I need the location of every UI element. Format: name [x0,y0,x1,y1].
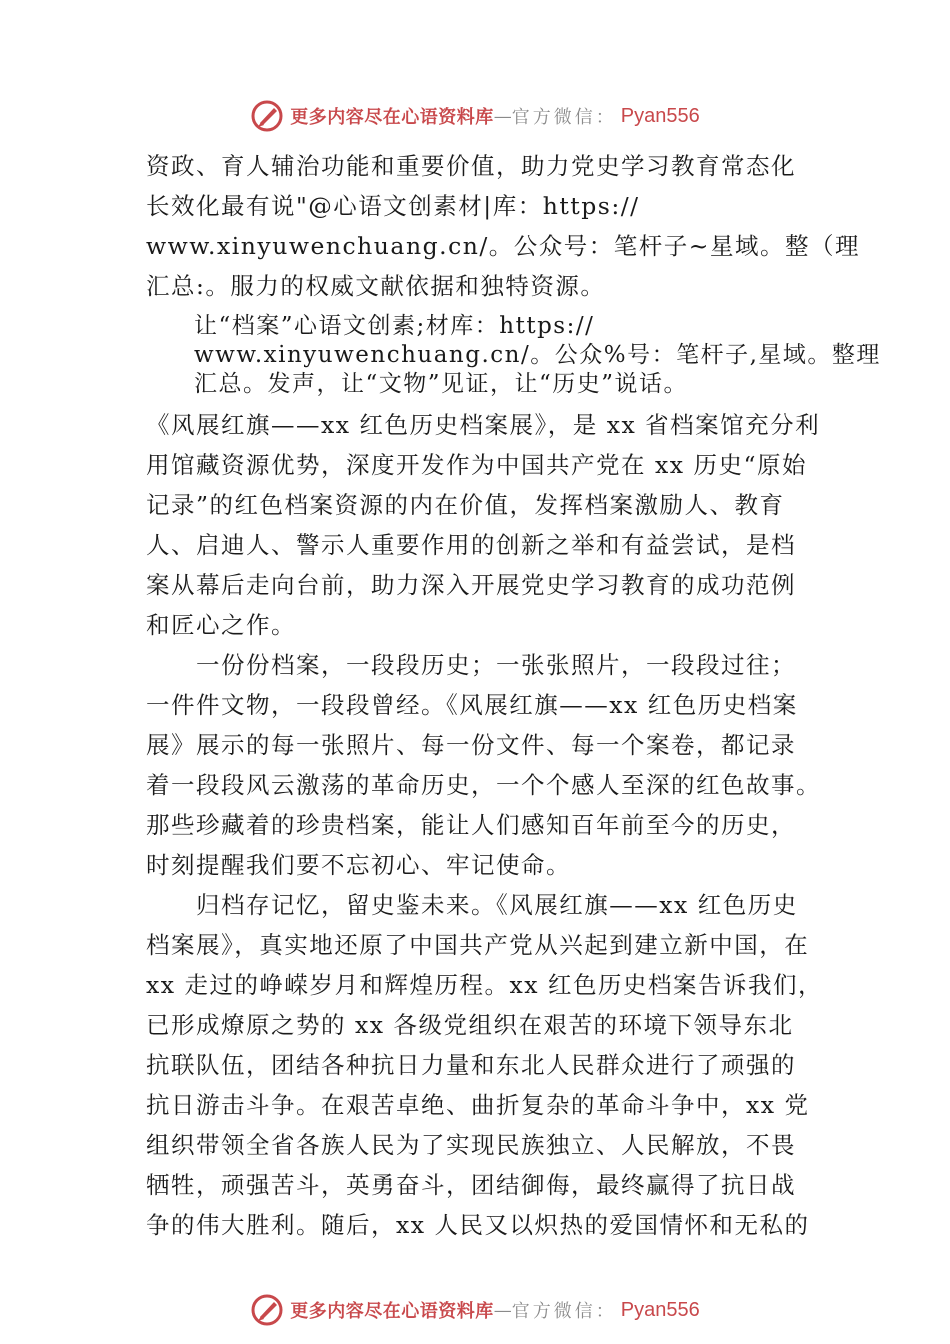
text-line: 归档存记忆，留史鉴未来。《风展红旗——xx 红色历史 [146,891,798,919]
banner-wechat-id: Pyan556 [620,104,700,127]
text-line: 组织带领全省各族人民为了实现民族独立、人民解放，不畏 [146,1131,796,1159]
paragraph-block-3 [146,405,846,1245]
header-banner [0,96,950,136]
text-line: 一件件文物，一段段曾经。《风展红旗——xx 红色历史档案 [146,691,798,719]
banner-title: 更多内容尽在心语资料库 [290,107,494,128]
text-line: 已形成燎原之势的 xx 各级党组织在艰苦的环境下领导东北 [146,1011,794,1039]
banner-subtitle: 官方微信： [511,1301,617,1322]
text-line: 抗联队伍，团结各种抗日力量和东北人民群众进行了顽强的 [146,1051,796,1079]
logo-icon [250,1293,284,1327]
text-line: 资政、育人辅治功能和重要价值，助力党史学习教育常态化 [146,152,796,180]
text-line: 牺牲，顽强苦斗，英勇奋斗，团结御侮，最终赢得了抗日战 [146,1171,796,1199]
text-line: 让“档案”心语文创素;材库：https:// [194,313,595,339]
text-line: 和匠心之作。 [146,611,296,639]
text-line: 长效化最有说"@心语文创素材|库：https:// [146,192,640,220]
text-line: 《风展红旗——xx 红色历史档案展》，是 xx 省档案馆充分利 [146,411,821,439]
text-line: 汇总:。服力的权威文献依据和独特资源。 [146,272,606,300]
text-line: 抗日游击斗争。在艰苦卓绝、曲折复杂的革命斗争中，xx 党 [146,1091,810,1119]
text-line: 用馆藏资源优势，深度开发作为中国共产党在 xx 历史“原始 [146,451,807,479]
footer-banner [0,1290,950,1330]
text-line: 人、启迪人、警示人重要作用的创新之举和有益尝试，是档 [146,531,796,559]
text-line: 时刻提醒我们要不忘初心、牢记使命。 [146,851,571,879]
paragraph-block-2 [146,312,881,399]
text-line: 档案展》，真实地还原了中国共产党从兴起到建立新中国，在 [146,931,810,959]
text-line: 展》展示的每一张照片、每一份文件、每一个案卷，都记录 [146,731,796,759]
banner-title: 更多内容尽在心语资料库 [290,1301,494,1322]
paragraph-block-1 [146,146,860,306]
logo-icon [250,99,284,133]
text-line: xx 走过的峥嵘岁月和辉煌历程。xx 红色历史档案告诉我们， [146,971,823,999]
text-line: 一份份档案，一段段历史；一张张照片，一段段过往； [146,651,796,679]
text-line: www.xinyuwenchuang.cn/。公众%号：笔杆子,星域。整理 [194,342,881,368]
text-line: 争的伟大胜利。随后，xx 人民又以炽热的爱国情怀和无私的 [146,1211,810,1239]
banner-dash: — [493,1299,512,1321]
text-line: 汇总。发声，让“文物”见证，让“历史”说话。 [194,371,689,397]
banner-dash: — [493,105,512,127]
text-line: www.xinyuwenchuang.cn/。公众号：笔杆子~星域。整（理 [146,232,860,260]
banner-subtitle: 官方微信： [511,107,617,128]
text-line: 着一段段风云激荡的革命历史，一个个感人至深的红色故事。 [146,771,821,799]
text-line: 那些珍藏着的珍贵档案，能让人们感知百年前至今的历史， [146,811,796,839]
banner-wechat-id: Pyan556 [620,1298,700,1321]
text-line: 记录”的红色档案资源的内在价值，发挥档案激励人、教育 [146,491,785,519]
document-body [146,146,881,1245]
text-line: 案从幕后走向台前，助力深入开展党史学习教育的成功范例 [146,571,796,599]
